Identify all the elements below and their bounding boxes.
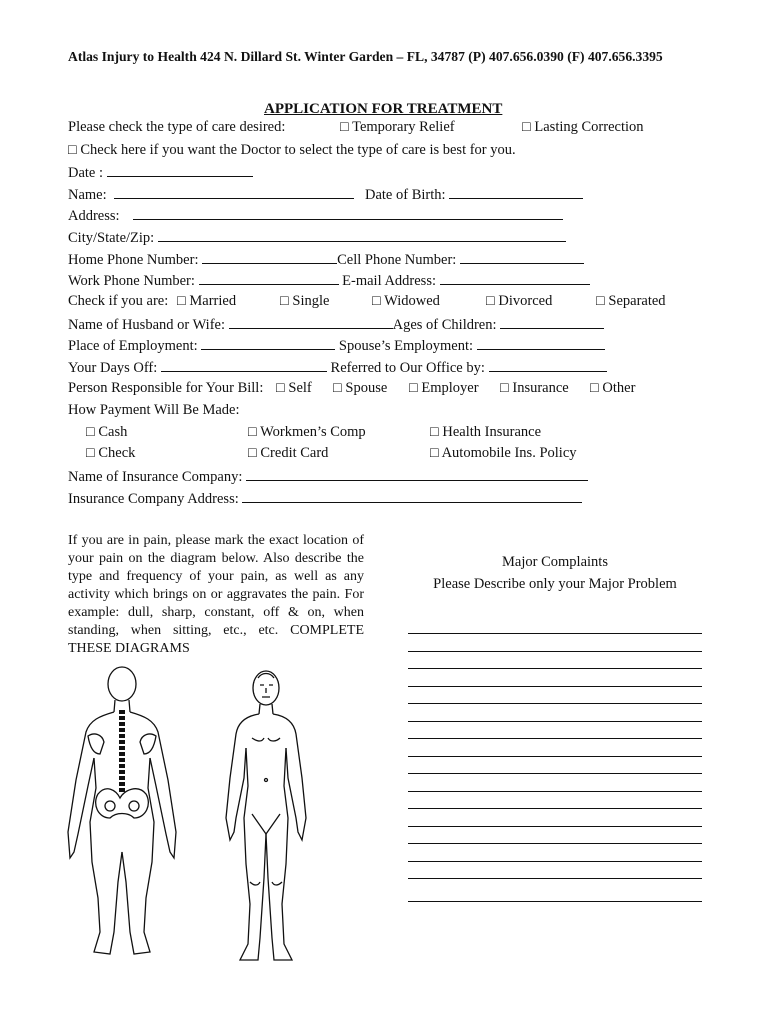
- separated-checkbox[interactable]: □ Separated: [596, 293, 666, 309]
- referred-field[interactable]: [489, 358, 607, 372]
- check-checkbox[interactable]: □ Check: [86, 445, 136, 461]
- dob-label: Date of Birth:: [365, 187, 446, 203]
- complaints-title: Major Complaints: [502, 554, 608, 570]
- lasting-correction-checkbox[interactable]: □ Lasting Correction: [522, 119, 644, 135]
- insurance-company-label: Name of Insurance Company:: [68, 469, 243, 485]
- city-row: [68, 228, 566, 247]
- spouse-name-field[interactable]: [229, 315, 393, 329]
- complaints-subtitle: Please Describe only your Major Problem: [433, 576, 677, 592]
- spouse-employment-label: Spouse’s Employment:: [338, 338, 474, 354]
- doctor-select-checkbox[interactable]: □ Check here if you want the Doctor to select the type of care is best for you.: [68, 142, 516, 158]
- complaint-line[interactable]: [408, 773, 702, 774]
- days-off-label: Your Days Off:: [68, 360, 158, 376]
- other-checkbox[interactable]: □ Other: [590, 380, 636, 396]
- complaint-line[interactable]: [408, 878, 702, 879]
- days-off-row: [68, 358, 607, 377]
- body-diagram-back[interactable]: [60, 662, 190, 967]
- address-field[interactable]: [133, 206, 563, 220]
- cell-phone-label: Cell Phone Number:: [337, 252, 457, 268]
- form-title: APPLICATION FOR TREATMENT: [264, 101, 503, 117]
- cell-phone-field[interactable]: [460, 250, 584, 264]
- complaint-line[interactable]: [408, 861, 702, 862]
- children-label: Ages of Children:: [392, 317, 497, 333]
- insurance-checkbox[interactable]: □ Insurance: [500, 380, 569, 396]
- care-type-label: Please check the type of care desired:: [68, 119, 286, 135]
- spouse-row: [68, 315, 604, 334]
- complaint-line[interactable]: [408, 651, 702, 652]
- auto-insurance-checkbox[interactable]: □ Automobile Ins. Policy: [430, 445, 577, 461]
- complaint-line[interactable]: [408, 843, 702, 844]
- payment-label: How Payment Will Be Made:: [68, 402, 240, 418]
- complaint-line[interactable]: [408, 721, 702, 722]
- city-label: City/State/Zip:: [68, 230, 155, 246]
- complaint-line[interactable]: [408, 791, 702, 792]
- pain-instructions: If you are in pain, please mark the exact location of your pain on the diagram below. Also describe the type and frequency of your pain, as well as any activity which brings on or aggravates the pain. For example: dull, sharp, constant, off & on, when standing, when sitting, etc., etc. COMPLETE THESE DIAGRAMS: [68, 533, 364, 656]
- temporary-relief-checkbox[interactable]: □ Temporary Relief: [340, 119, 455, 135]
- complaint-line[interactable]: [408, 686, 702, 687]
- body-diagram-front[interactable]: [212, 668, 322, 968]
- employment-label: Place of Employment:: [68, 338, 198, 354]
- work-email-row: [68, 271, 590, 290]
- complaint-line[interactable]: [408, 633, 702, 634]
- address-label: Address:: [68, 208, 120, 224]
- date-field[interactable]: [107, 163, 253, 177]
- credit-card-checkbox[interactable]: □ Credit Card: [248, 445, 329, 461]
- spouse-name-label: Name of Husband or Wife:: [68, 317, 225, 333]
- spouse-employment-field[interactable]: [477, 336, 605, 350]
- home-phone-field[interactable]: [202, 250, 337, 264]
- complaint-line[interactable]: [408, 901, 702, 902]
- workmens-comp-checkbox[interactable]: □ Workmen’s Comp: [248, 424, 366, 440]
- children-field[interactable]: [500, 315, 604, 329]
- complaint-line[interactable]: [408, 808, 702, 809]
- insurance-company-field[interactable]: [246, 467, 588, 481]
- complaint-line[interactable]: [408, 756, 702, 757]
- complaint-line[interactable]: [408, 668, 702, 669]
- date-row: [68, 163, 253, 182]
- married-checkbox[interactable]: □ Married: [177, 293, 237, 309]
- health-insurance-checkbox[interactable]: □ Health Insurance: [430, 424, 542, 440]
- employment-field[interactable]: [201, 336, 335, 350]
- address-row: [68, 206, 563, 225]
- name-row: [68, 185, 354, 204]
- home-phone-label: Home Phone Number:: [68, 252, 199, 268]
- city-field[interactable]: [158, 228, 566, 242]
- email-field[interactable]: [440, 271, 590, 285]
- insurance-company-row: [68, 467, 588, 486]
- dob-field[interactable]: [449, 185, 583, 199]
- complaint-line[interactable]: [408, 826, 702, 827]
- single-checkbox[interactable]: □ Single: [280, 293, 330, 309]
- self-checkbox[interactable]: □ Self: [276, 380, 312, 396]
- name-field[interactable]: [114, 185, 354, 199]
- phone-row: [68, 250, 584, 269]
- email-label: E-mail Address:: [342, 273, 436, 289]
- spouse-checkbox[interactable]: □ Spouse: [333, 380, 388, 396]
- name-label: Name:: [68, 187, 107, 203]
- insurance-address-label: Insurance Company Address:: [68, 491, 239, 507]
- employment-row: [68, 336, 605, 355]
- divorced-checkbox[interactable]: □ Divorced: [486, 293, 553, 309]
- insurance-address-field[interactable]: [242, 489, 582, 503]
- widowed-checkbox[interactable]: □ Widowed: [372, 293, 440, 309]
- dob-row: [365, 185, 583, 204]
- date-label: Date :: [68, 165, 104, 181]
- work-phone-label: Work Phone Number:: [68, 273, 195, 289]
- cash-checkbox[interactable]: □ Cash: [86, 424, 128, 440]
- complaint-line[interactable]: [408, 738, 702, 739]
- marital-label: Check if you are:: [68, 293, 169, 309]
- employer-checkbox[interactable]: □ Employer: [409, 380, 479, 396]
- work-phone-field[interactable]: [199, 271, 339, 285]
- referred-label: Referred to Our Office by:: [330, 360, 485, 376]
- insurance-address-row: [68, 489, 582, 508]
- clinic-header: Atlas Injury to Health 424 N. Dillard St. Winter Garden – FL, 34787 (P) 407.656.0390 (F) 407.656.3395: [68, 49, 663, 64]
- complaint-line[interactable]: [408, 703, 702, 704]
- days-off-field[interactable]: [161, 358, 327, 372]
- responsible-label: Person Responsible for Your Bill:: [68, 380, 264, 396]
